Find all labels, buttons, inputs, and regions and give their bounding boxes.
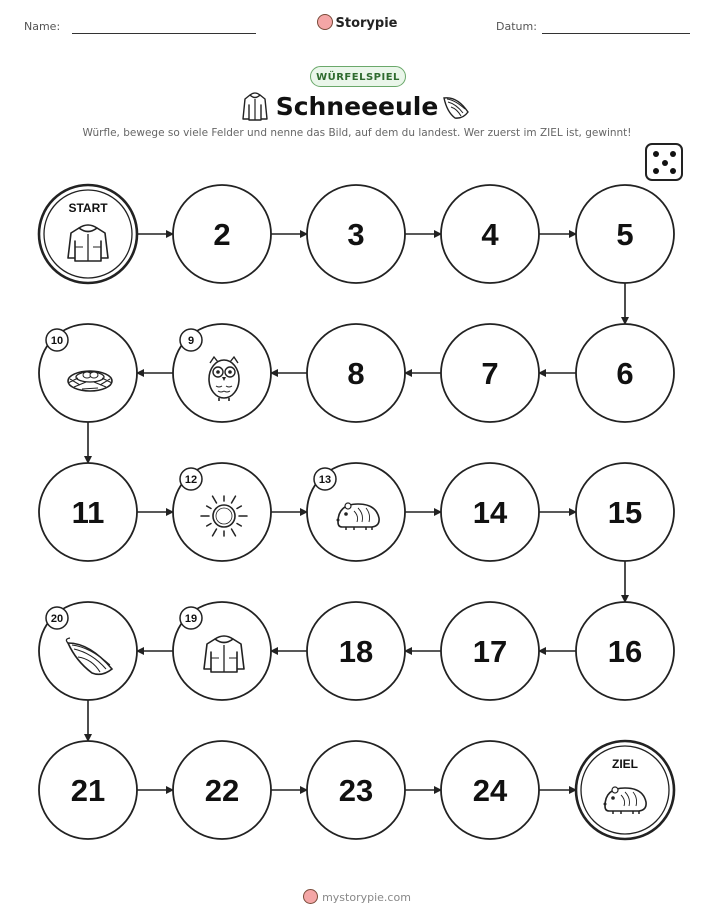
cell-number: 10 — [50, 335, 64, 347]
board-cell-24 — [441, 741, 539, 839]
cell-number: 12 — [184, 474, 198, 486]
cell-number: 5 — [616, 217, 634, 252]
board-cell-11 — [39, 463, 137, 561]
cell-number: 3 — [347, 217, 365, 252]
board-cell-22 — [173, 741, 271, 839]
board-cell-8 — [307, 324, 405, 422]
cell-number: 8 — [347, 356, 365, 391]
cell-number: 6 — [616, 356, 634, 391]
board-cell-2 — [173, 185, 271, 283]
footer-logo-icon — [303, 889, 318, 904]
cell-number: 21 — [70, 773, 106, 808]
board-cell-ziel — [576, 741, 674, 839]
cell-number: 23 — [338, 773, 374, 808]
board-cell-9 — [173, 324, 271, 422]
cell-number: 4 — [481, 217, 499, 252]
footer-url: mystorypie.com — [322, 891, 411, 904]
cell-number: 2 — [213, 217, 231, 252]
game-type-badge: WÜRFELSPIEL — [310, 66, 406, 87]
board-cell-15 — [576, 463, 674, 561]
cell-number: 17 — [472, 634, 508, 669]
board-cell-start — [39, 185, 137, 283]
cell-number: 24 — [472, 773, 508, 808]
cell-number: 7 — [481, 356, 499, 391]
board-cell-18 — [307, 602, 405, 700]
page-title: Schneeeule — [275, 92, 439, 121]
board-cell-5 — [576, 185, 674, 283]
name-label: Name: — [24, 20, 61, 33]
footer — [0, 889, 714, 904]
board-cell-12 — [173, 463, 271, 561]
board-cell-13 — [307, 463, 405, 561]
cell-number: 13 — [318, 474, 332, 486]
instructions-text: Würfle, bewege so viele Felder und nenne das Bild, auf dem du landest. Wer zuerst im ZIEL ist, gewinnt! — [82, 127, 632, 139]
brand-name: Storypie — [335, 16, 398, 31]
cell-label: START — [68, 201, 108, 215]
board-cell-7 — [441, 324, 539, 422]
nest-icon — [68, 371, 112, 391]
board-cell-4 — [441, 185, 539, 283]
cell-number: 14 — [472, 495, 508, 530]
cell-label: ZIEL — [612, 757, 638, 771]
board-cell-23 — [307, 741, 405, 839]
cell-number: 20 — [50, 613, 64, 625]
board-cell-10 — [39, 324, 137, 422]
cell-number: 22 — [204, 773, 240, 808]
cell-number: 9 — [187, 335, 195, 347]
cell-number: 18 — [338, 634, 374, 669]
board-cell-17 — [441, 602, 539, 700]
board-cell-3 — [307, 185, 405, 283]
cell-number: 16 — [607, 634, 643, 669]
board-cell-14 — [441, 463, 539, 561]
date-label: Datum: — [496, 20, 537, 33]
cell-number: 15 — [607, 495, 643, 530]
board-cell-6 — [576, 324, 674, 422]
cell-number: 19 — [184, 613, 198, 625]
cell-number: 11 — [71, 495, 105, 530]
board-cell-20 — [39, 602, 137, 700]
board-cell-16 — [576, 602, 674, 700]
board-cell-19 — [173, 602, 271, 700]
board-cell-21 — [39, 741, 137, 839]
